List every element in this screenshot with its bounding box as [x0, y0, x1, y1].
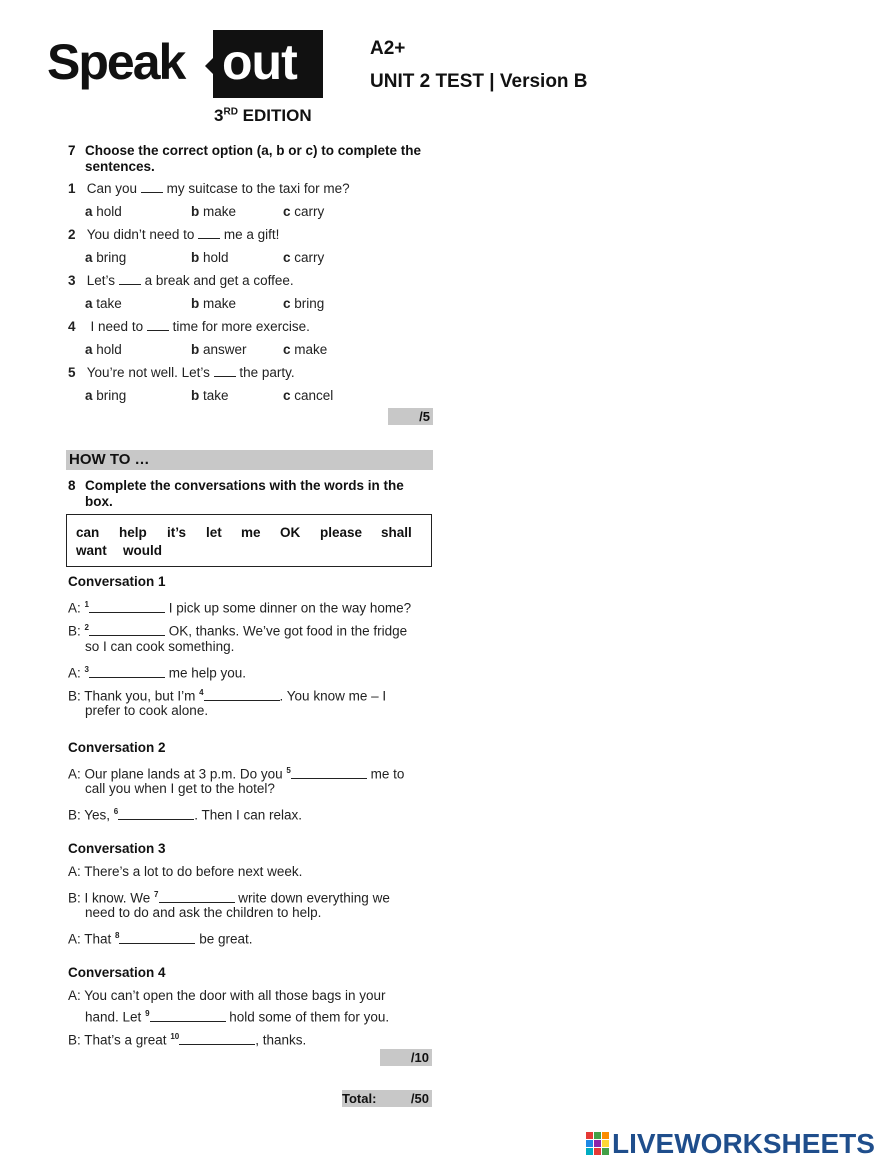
conv4-line-1-cont: hand. Let $^9$ hold some of them for you.	[85, 1009, 390, 1025]
blank[interactable]	[119, 272, 141, 285]
blank[interactable]	[198, 226, 220, 239]
word-item: it’s	[167, 525, 187, 540]
level-label: A2+	[370, 38, 406, 59]
conv2-line-1: A: Our plane lands at 3 p.m. Do you $^5$ me to	[68, 766, 405, 782]
gap-input[interactable]	[89, 665, 165, 678]
liveworksheets-badge	[586, 1128, 588, 1129]
q7-number: 7	[68, 143, 76, 158]
q7-item-4: 4 I need to time for more exercise.	[68, 319, 310, 334]
conv1-line-2-cont: so I can cook something.	[85, 639, 235, 654]
conv1-line-4-cont: prefer to cook alone.	[85, 703, 209, 718]
q7-item-1-opt-c[interactable]: c carry	[283, 204, 325, 219]
conversation-1-title: Conversation 1	[68, 574, 166, 589]
gap-input[interactable]	[89, 623, 165, 636]
conv2-line-1-cont: call you when I get to the hotel?	[85, 781, 275, 796]
q8-instruction-1: Complete the conversations with the words in the	[85, 478, 404, 493]
conv1-line-4: B: Thank you, but I’m $^4$ . You know me – I	[68, 688, 387, 704]
unit-title: UNIT 2 TEST | Version B	[370, 71, 588, 92]
word-item: can	[76, 525, 100, 540]
conv3-line-1: A: There’s a lot to do before next week.	[68, 864, 303, 879]
conversation-4-title: Conversation 4	[68, 965, 166, 980]
q8-instruction-2: box.	[85, 494, 113, 509]
q8-number: 8	[68, 478, 76, 493]
q7-item-2: 2 You didn’t need to me a gift!	[68, 227, 280, 242]
gap-input[interactable]	[159, 890, 235, 903]
edition-label: 3RD EDITION	[214, 106, 312, 125]
q7-item-3-opt-b[interactable]: b make	[191, 296, 237, 311]
word-item: let	[206, 525, 222, 540]
q7-item-4-opt-b[interactable]: b answer	[191, 342, 247, 357]
gap-input[interactable]	[179, 1032, 255, 1045]
q7-item-1-opt-b[interactable]: b make	[191, 204, 237, 219]
q7-item-5: 5 You’re not well. Let’s the party.	[68, 365, 295, 380]
word-item: please	[320, 525, 363, 540]
word-item: help	[119, 525, 147, 540]
conv3-line-2-cont: need to do and ask the children to help.	[85, 905, 322, 920]
conv1-line-1: A: $^1$ I pick up some dinner on the way home?	[68, 600, 412, 616]
q7-score-box: /5	[388, 408, 433, 425]
conv4-line-2: B: That’s a great $^{10}$ , thanks.	[68, 1032, 307, 1048]
gap-input[interactable]	[118, 807, 194, 820]
conv1-line-2: B: $^2$ OK, thanks. We’ve got food in the fridge	[68, 623, 408, 639]
liveworksheets-text: LIVEWORKSHEETS	[612, 1128, 875, 1159]
conv4-line-1: A: You can’t open the door with all those bags in your	[68, 988, 386, 1003]
q7-item-1-opt-a[interactable]: a hold	[85, 204, 122, 219]
q7-item-5-opt-a[interactable]: a bring	[85, 388, 127, 403]
gap-input[interactable]	[89, 600, 165, 613]
blank[interactable]	[214, 364, 236, 377]
q7-item-5-opt-b[interactable]: b take	[191, 388, 229, 403]
q7-item-2-opt-a[interactable]: a bring	[85, 250, 127, 265]
conversation-3-title: Conversation 3	[68, 841, 166, 856]
q7-item-4-opt-a[interactable]: a hold	[85, 342, 122, 357]
word-item: shall	[381, 525, 412, 540]
q7-instruction-1: Choose the correct option (a, b or c) to complete the	[85, 143, 422, 158]
logo-speak: Speak	[47, 34, 185, 90]
total-score: /50	[410, 1091, 429, 1106]
gap-input[interactable]	[204, 688, 280, 701]
total-label: Total:	[342, 1091, 377, 1106]
gap-input[interactable]	[150, 1009, 226, 1022]
word-item: OK	[280, 525, 301, 540]
word-item: want	[76, 543, 107, 558]
blank[interactable]	[147, 318, 169, 331]
conv3-line-2: B: I know. We $^7$ write down everything we	[68, 890, 390, 906]
conv2-line-2: B: Yes, $^6$ . Then I can relax.	[68, 807, 303, 823]
q8-score-box: /10	[380, 1049, 432, 1066]
blank[interactable]	[141, 180, 163, 193]
conv1-line-3: A: $^3$ me help you.	[68, 665, 247, 681]
word-item: me	[241, 525, 261, 540]
q7-item-3: 3 Let’s a break and get a coffee.	[68, 273, 294, 288]
q7-item-2-opt-b[interactable]: b hold	[191, 250, 229, 265]
conv3-line-3: A: That $^8$ be great.	[68, 931, 253, 947]
word-box	[66, 514, 432, 567]
q7-item-4-opt-c[interactable]: c make	[283, 342, 328, 357]
q7-instruction-2: sentences.	[85, 159, 155, 174]
word-item: would	[123, 543, 162, 558]
gap-input[interactable]	[291, 766, 367, 779]
q7-item-1: 1 Can you my suitcase to the taxi for me?	[68, 181, 350, 196]
q7-item-2-opt-c[interactable]: c carry	[283, 250, 325, 265]
gap-input[interactable]	[119, 931, 195, 944]
logo-out: out	[222, 34, 297, 90]
q7-item-3-opt-a[interactable]: a take	[85, 296, 122, 311]
section-title: HOW TO …	[66, 450, 433, 470]
conversation-2-title: Conversation 2	[68, 740, 166, 755]
q7-item-5-opt-c[interactable]: c cancel	[283, 388, 334, 403]
total-box	[342, 1090, 432, 1107]
q7-item-3-opt-c[interactable]: c bring	[283, 296, 325, 311]
